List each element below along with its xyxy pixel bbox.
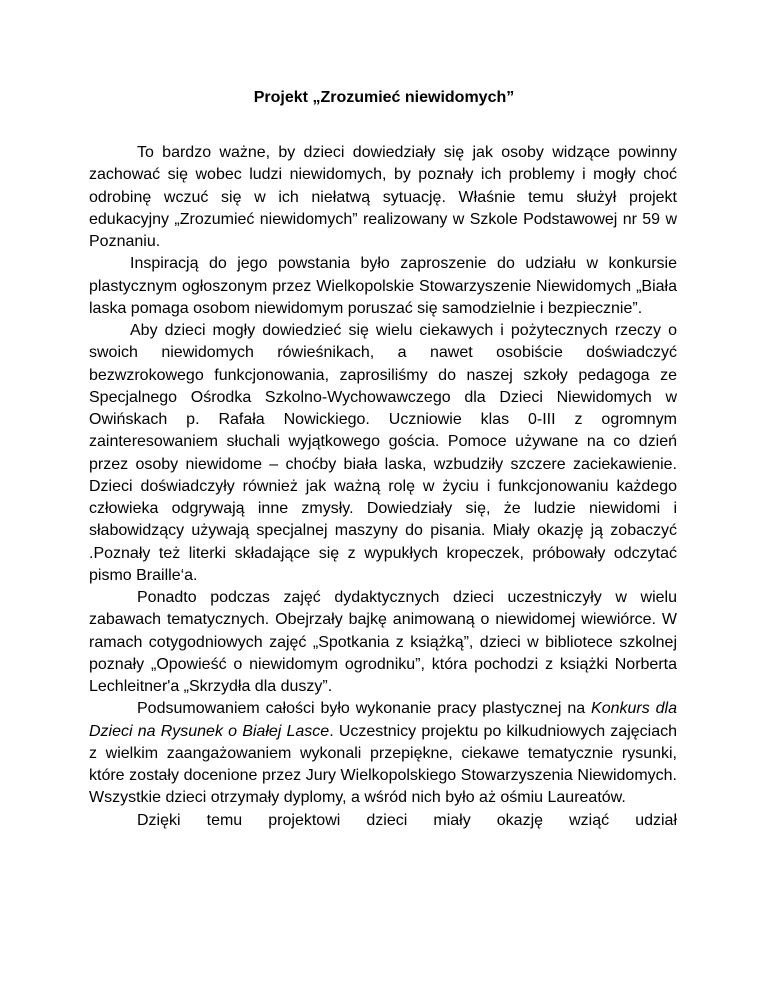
document-body [89,142,677,832]
paragraph-text: Podsumowaniem całości było wykonanie pracy plastycznej na [137,700,592,718]
paragraph-text: . Uczestnicy projektu po kilkudniowych zajęciach z wielkim zaangażowaniem wykonali przepiękne, ciekawe tematycznie rysunki, które zostały docenione przez Jury Wielkopolskiego Stowarzyszenia Niewidomych. Wszystkie dzieci otrzymały dyplomy, a wśród nich było aż ośmiu Laureatów. [89,722,678,807]
paragraph: To bardzo ważne, by dzieci dowiedziały się jak osoby widzące powinny zachować się wobec ludzi niewidomych, by poznały ich problemy i mogły choć odrobinę wczuć się w ich niełatwą sytuację. Właśnie temu służył projekt edukacyjny „Zrozumieć niewidomych” realizowany w Szkole Podstawowej nr 59 w Poznaniu. [89,144,677,250]
page-title: Projekt „Zrozumieć niewidomych” [253,89,515,106]
paragraph: Inspiracją do jego powstania było zaproszenie do udziału w konkursie plastycznym ogłoszonym przez Wielkopolskie Stowarzyszenie Niewidomych „Biała laska pomaga osobom niewidomym poruszać się samodzielnie i bezpiecznie”. [89,255,677,317]
contest-name: Konkurs dla Dzieci na Rysunek o Białej Lasce [89,700,677,740]
paragraph: Dzięki temu projektowi dzieci miały okazję wziąć udział [137,811,677,829]
paragraph: Aby dzieci mogły dowiedzieć się wielu ciekawych i pożytecznych rzeczy o swoich niewidomych rówieśnikach, a nawet osobiście doświadczyć bezwzrokowego funkcjonowania, zaprosiliśmy do naszej szkoły pedagoga ze Specjalnego Ośrodka Szkolno-Wychowawczego dla Dzieci Niewidomych w Owińskach p. Rafała Nowickiego. Uczniowie klas 0-III z ogromnym zainteresowaniem słuchali wyjątkowego gościa. Pomoce używane na co dzień przez osoby niewidome – choćby biała laska, wzbudziły szczere zaciekawienie. Dzieci doświadczyły również jak ważną rolę w życiu i funkcjonowaniu każdego człowieka odgrywają inne zmysły. Dowiedziały się, że ludzie niewidomi i słabowidzący używają specjalnej maszyny do pisania. Miały okazję ją zobaczyć .Poznały też literki składające się z wypukłych kropeczek, próbowały odczytać pismo Braille‘a. [89,322,677,584]
paragraph: Ponadto podczas zajęć dydaktycznych dzieci uczestniczyły w wielu zabawach tematycznych. Obejrzały bajkę animowaną o niewidomej wiewiórce. W ramach cotygodniowych zajęć „Spotkania z książką”, dzieci w bibliotece szkolnej poznały „Opowieść o niewidomym ogrodniku”, która pochodzi z książki Norberta Lechleitner'a „Skrzydła dla duszy”. [89,589,677,695]
paragraph [89,698,677,809]
